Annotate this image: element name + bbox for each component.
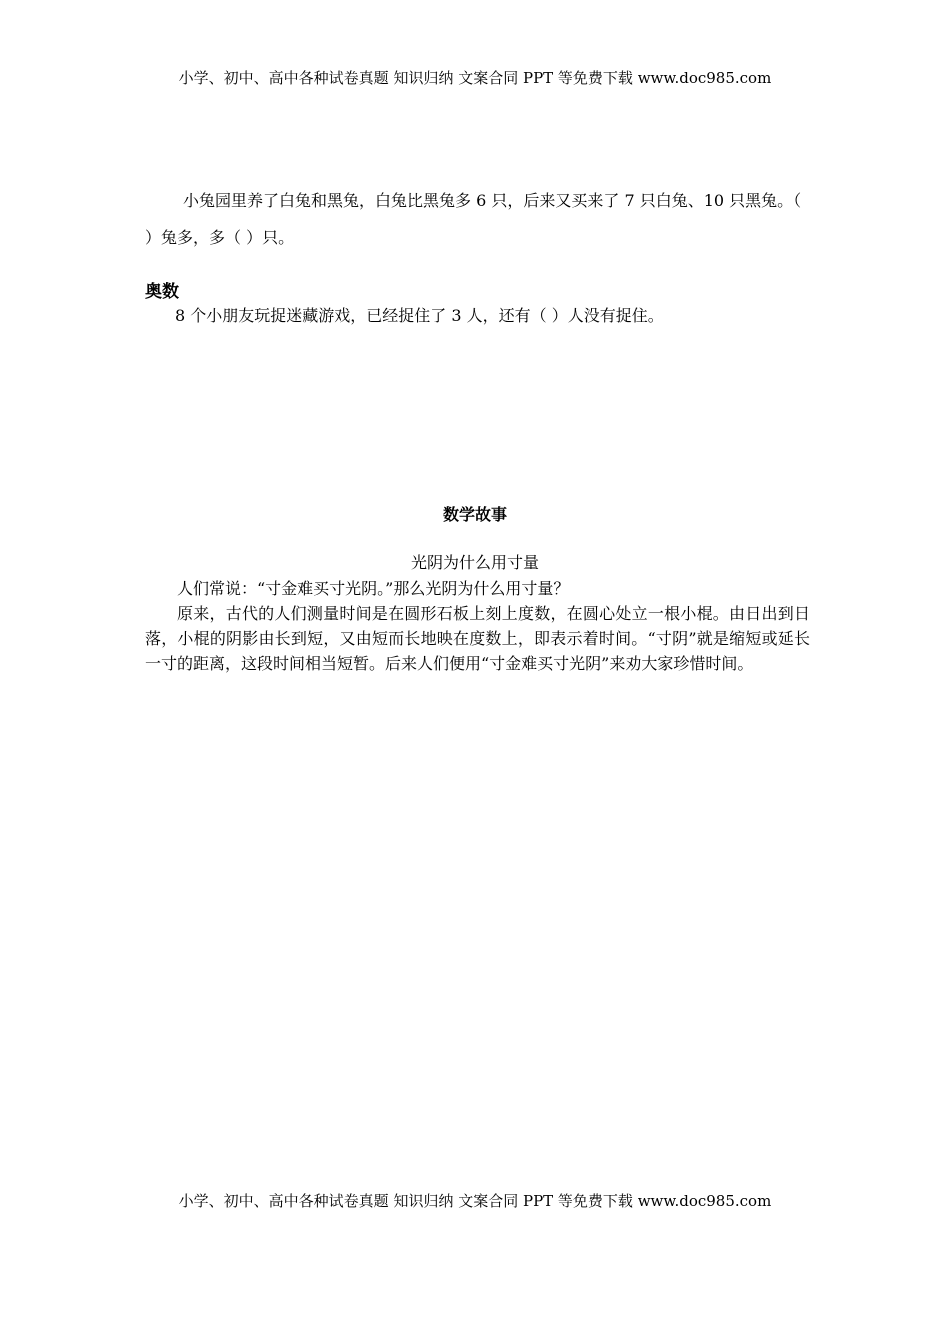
- rabbit-problem: 小兔园里养了白兔和黑兔，白兔比黑兔多 6 只，后来又买来了 7 只白兔、10 只黑兔。（ ）兔多，多（ ）只。: [145, 191, 802, 247]
- math-story-heading: 数学故事: [442, 505, 507, 524]
- story-paragraph: 人们常说：“寸金难买寸光阴。”那么光阴为什么用寸量？: [177, 579, 570, 598]
- page-footer: 小学、初中、高中各种试卷真题 知识归纳 文案合同 PPT 等免费下载 www.doc985.com: [178, 1192, 772, 1210]
- story-body: [145, 576, 810, 676]
- page-header: 小学、初中、高中各种试卷真题 知识归纳 文案合同 PPT 等免费下载 www.doc985.com: [178, 69, 772, 87]
- story-paragraph: 原来，古代的人们测量时间是在圆形石板上刻上度数，在圆心处立一根小棍。由日出到日落，小棍的阴影由长到短，又由短而长地映在度数上，即表示着时间。“寸阴”就是缩短或延长一寸的距离，这段时间相当短暂。后来人们便用“寸金难买寸光阴”来劝大家珍惜时间。: [145, 604, 810, 673]
- olympiad-heading: 奥数: [145, 282, 179, 302]
- story-title: 光阴为什么用寸量: [410, 553, 539, 572]
- hide-and-seek-problem: 8 个小朋友玩捉迷藏游戏，已经捉住了 3 人，还有（ ）人没有捉住。: [175, 306, 664, 325]
